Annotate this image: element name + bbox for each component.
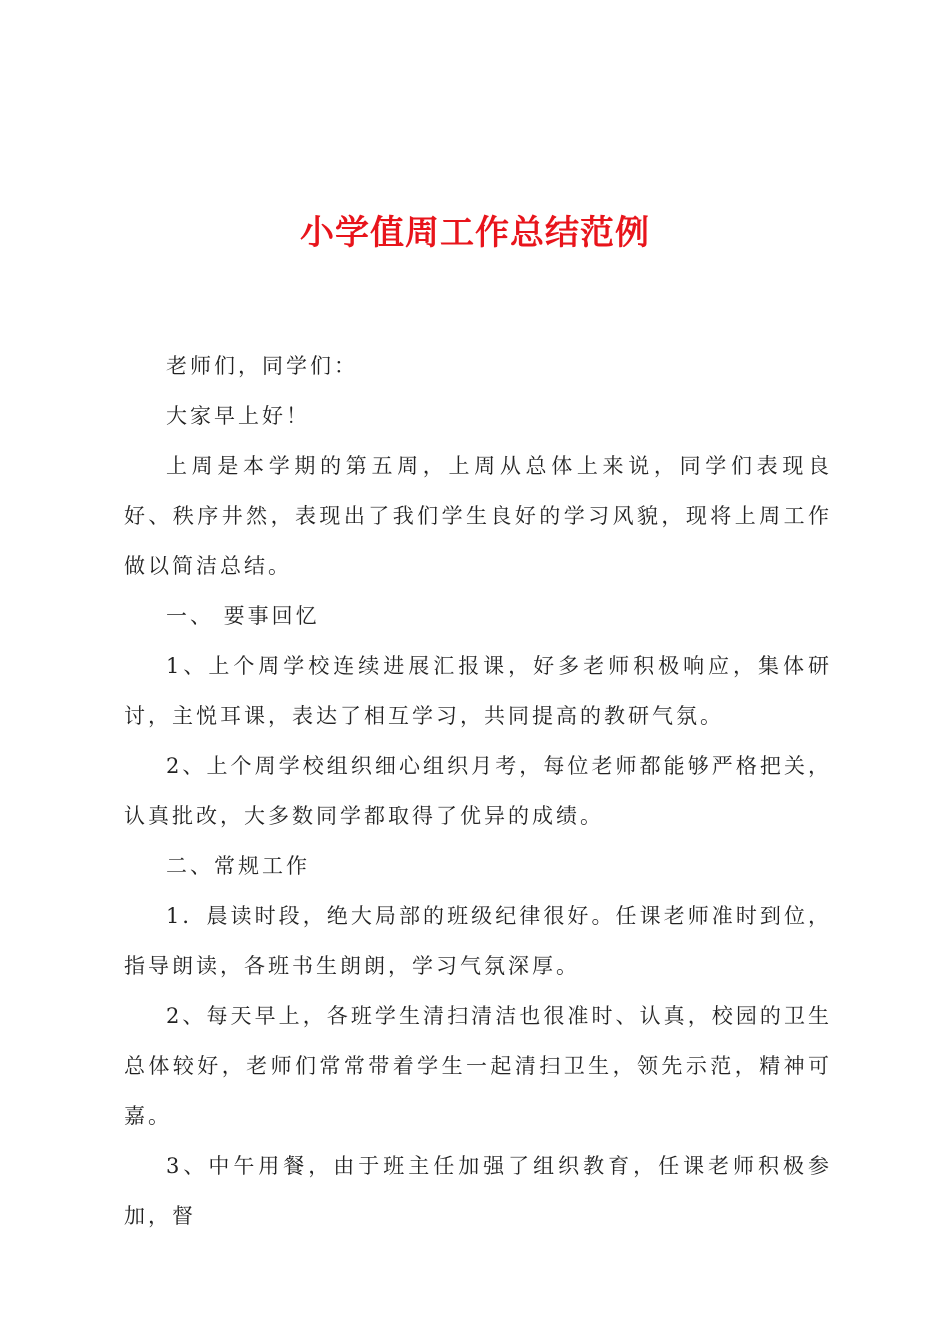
paragraph-item-1-1: 1、上个周学校连续进展汇报课，好多老师积极响应，集体研讨，主悦耳课，表达了相互学习，共同提高的教研气氛。 [124, 654, 832, 728]
paragraph-intro: 上周是本学期的第五周，上周从总体上来说，同学们表现良好、秩序井然，表现出了我们学生良好的学习风貌，现将上周工作做以简洁总结。 [124, 454, 832, 578]
paragraph-morning: 大家早上好！ [166, 404, 310, 428]
section-heading-1: 一、 要事回忆 [166, 604, 320, 628]
document-body [124, 341, 832, 1241]
paragraph-greeting: 老师们，同学们： [166, 354, 358, 378]
paragraph-item-2-3: 3、中午用餐，由于班主任加强了组织教育，任课老师积极参加，督 [124, 1154, 832, 1228]
paragraph-item-2-1: 1．晨读时段，绝大局部的班级纪律很好。任课老师准时到位，指导朗读，各班书生朗朗，学习气氛深厚。 [124, 904, 832, 978]
paragraph-item-1-2: 2、上个周学校组织细心组织月考，每位老师都能够严格把关，认真批改，大多数同学都取得了优异的成绩。 [124, 754, 832, 828]
document-title: 小学值周工作总结范例 [300, 213, 650, 253]
paragraph-item-2-2: 2、每天早上，各班学生清扫清洁也很准时、认真，校园的卫生总体较好，老师们常常带着学生一起清扫卫生，领先示范，精神可嘉。 [124, 1004, 832, 1128]
section-heading-2: 二、常规工作 [166, 854, 310, 878]
